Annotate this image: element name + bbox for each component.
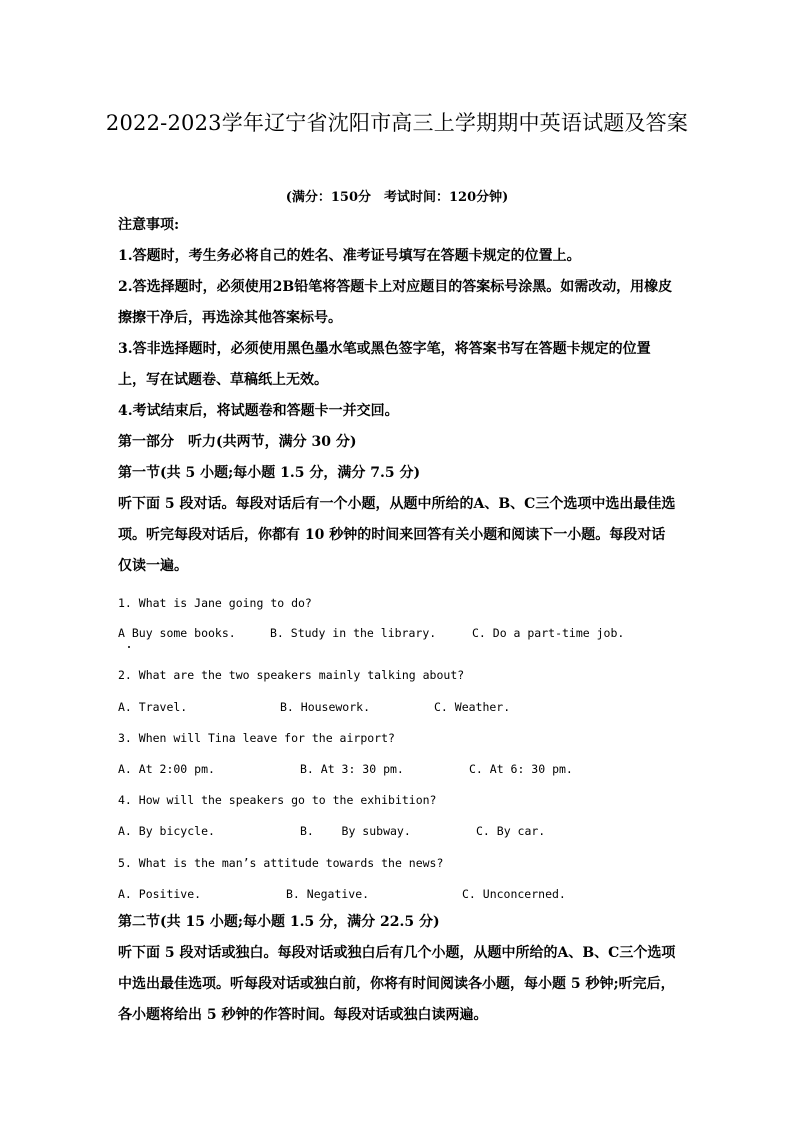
section2-heading: 第二节(共 15 小题;每小题 1.5 分，满分 22.5 分): [118, 914, 440, 930]
option-a: A. Travel.: [118, 700, 188, 714]
option-c: C. Weather.: [434, 700, 511, 714]
exam-meta: (满分：150分 考试时间：120分钟): [285, 190, 509, 205]
option-c: C. Do a part-time job.: [472, 626, 625, 640]
question-text: 3. When will Tina leave for the airport?: [118, 731, 395, 745]
page-title: 2022-2023学年辽宁省沈阳市高三上学期期中英语试题及答案: [105, 111, 689, 135]
option-c: C. At 6: 30 pm.: [469, 762, 573, 776]
question-text: 4. How will the speakers go to the exhibition?: [118, 793, 437, 807]
section1-heading: 第一节(共 5 小题;每小题 1.5 分，满分 7.5 分): [118, 465, 421, 481]
question-text: 2. What are the two speakers mainly talking about?: [118, 668, 465, 682]
option-a: A. By bicycle.: [118, 824, 215, 838]
question-text: 1. What is Jane going to do?: [118, 596, 312, 610]
notice-heading: 注意事项:: [118, 217, 180, 233]
option-b: B. At 3: 30 pm.: [300, 762, 404, 776]
option-b: B. Study in the library.: [270, 626, 437, 640]
option-b: B. Housework.: [280, 700, 371, 714]
notice-item: 2.答选择题时，必须使用2B铅笔将答题卡上对应题目的答案标号涂黑。如需改动，用橡皮擦擦干净后，再选涂其他答案标号。: [118, 279, 673, 326]
options-row: [118, 626, 678, 642]
option-a: A. Positive.: [118, 887, 202, 901]
notice-item: 1.答题时，考生务必将自己的姓名、准考证号填写在答题卡规定的位置上。: [118, 248, 581, 264]
option-a: A. At 2:00 pm.: [118, 762, 215, 776]
section1-instruction: 听下面 5 段对话。每段对话后有一个小题，从题中所给的A、B、C三个选项中选出最佳选项。听完每段对话后，你都有 10 秒钟的时间来回答有关小题和阅读下一小题。每段对话仅读一遍。: [118, 496, 676, 574]
options-row: [118, 762, 678, 778]
option-b: B. By subway.: [300, 824, 411, 838]
bullet-mark: [128, 646, 130, 648]
option-b: B. Negative.: [286, 887, 370, 901]
option-c: C. By car.: [476, 824, 546, 838]
notice-section: [118, 210, 678, 582]
options-row: [118, 887, 678, 903]
notice-item: 4.考试结束后，将试题卷和答题卡一并交回。: [118, 403, 399, 419]
options-row: [118, 700, 678, 716]
section2-instruction: 听下面 5 段对话或独白。每段对话或独白后有几个小题，从题中所给的A、B、C三个选项中选出最佳选项。听每段对话或独白前，你将有时间阅读各小题，每小题 5 秒钟;听完后，各小题将给出 5 秒钟的作答时间。每段对话或独白读两遍。: [118, 945, 676, 1023]
options-row: [118, 824, 678, 840]
option-a: A Buy some books.: [118, 626, 236, 640]
option-c: C. Unconcerned.: [462, 887, 566, 901]
question-text: 5. What is the man’s attitude towards the news?: [118, 856, 444, 870]
notice-item: 3.答非选择题时，必须使用黑色墨水笔或黑色签字笔，将答案书写在答题卡规定的位置上，写在试题卷、草稿纸上无效。: [118, 341, 651, 388]
section2: [118, 907, 678, 1031]
part1-heading: 第一部分 听力(共两节，满分 30 分): [118, 434, 357, 450]
